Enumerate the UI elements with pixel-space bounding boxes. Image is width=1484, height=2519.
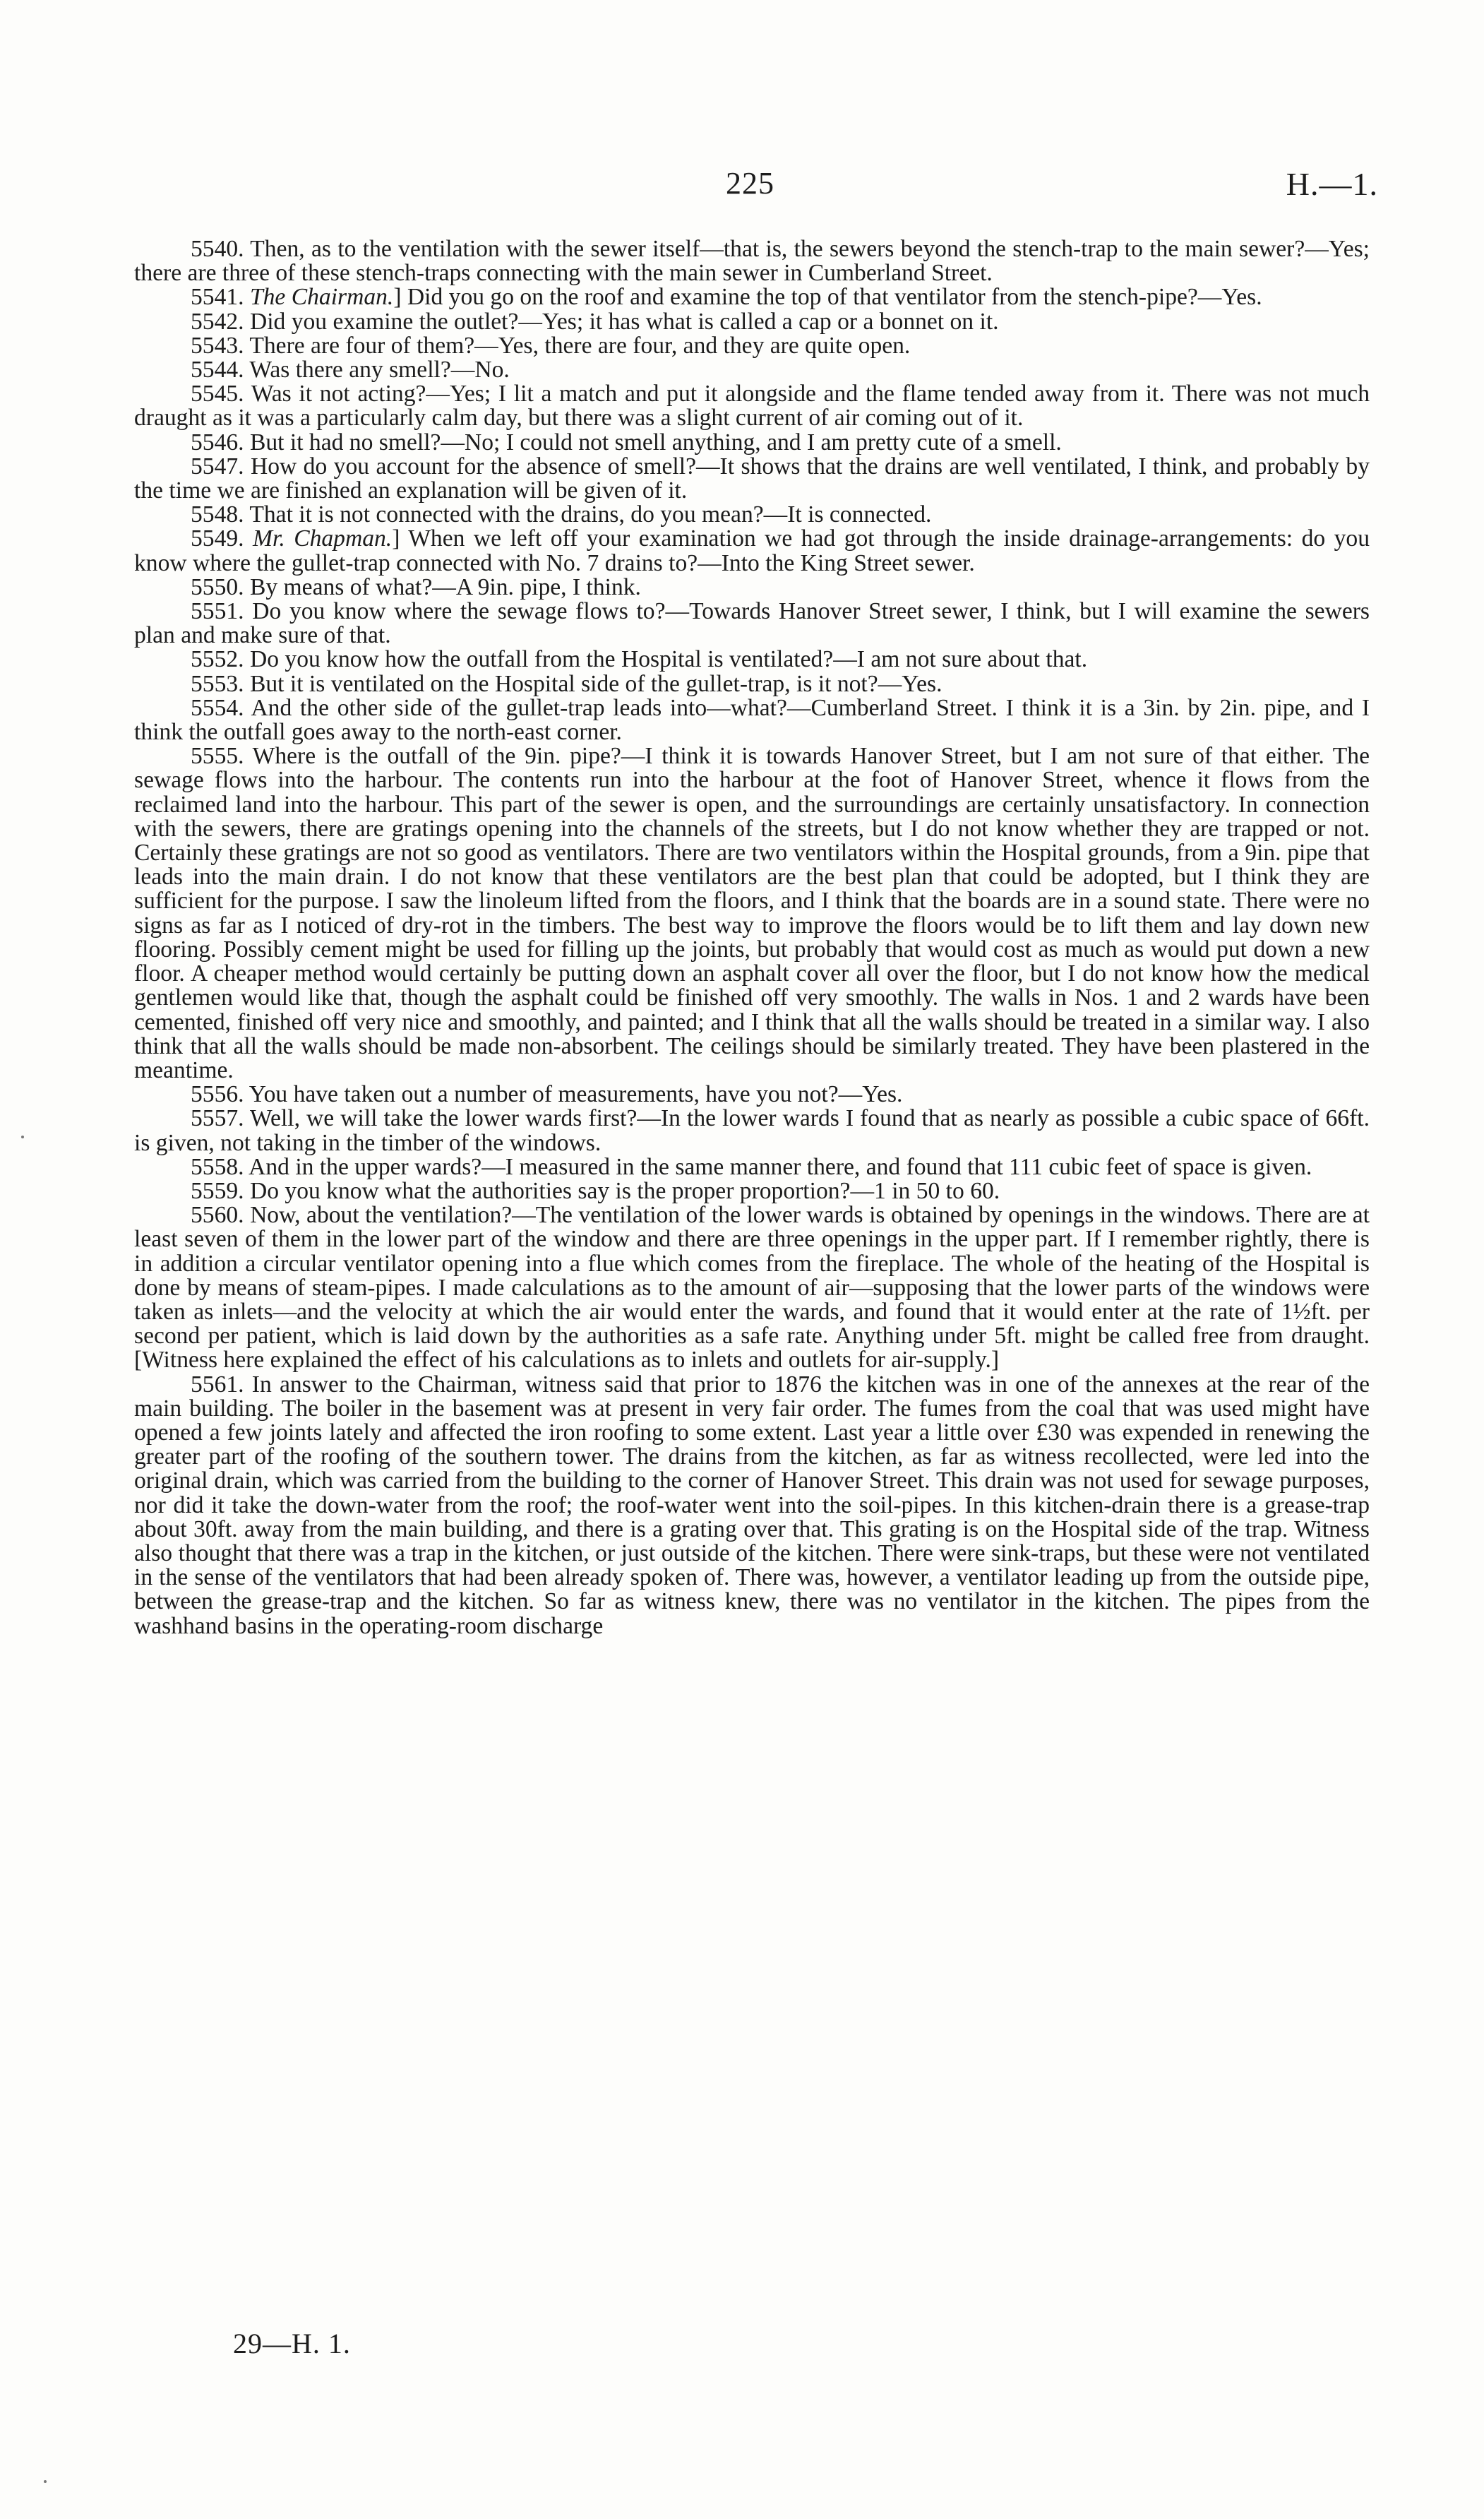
- paragraph: [134, 648, 1370, 672]
- paragraph: [134, 237, 1370, 285]
- question-number: 5545.: [191, 381, 244, 407]
- series-reference: H.—1.: [1286, 166, 1378, 202]
- paragraph: [134, 334, 1370, 358]
- question-number: 5553.: [191, 670, 244, 697]
- paragraph-text: How do you account for the absence of smell?—It shows that the drains are well ventilated, I think, and probably by the time we are finished an explanation will be given of it.: [134, 453, 1370, 504]
- question-number: 5540.: [191, 236, 244, 262]
- question-number: 5554.: [191, 694, 244, 721]
- question-number: 5546.: [191, 429, 244, 455]
- paragraph-text: And the other side of the gullet-trap leads into—what?—Cumberland Street. I think it is a 3in. by 2in. pipe, and I think the outfall goes away to the north-east corner.: [134, 694, 1370, 746]
- question-number: 5551.: [191, 598, 244, 625]
- paragraph: [134, 358, 1370, 382]
- paragraph: [134, 285, 1370, 309]
- paragraph: [134, 1107, 1370, 1155]
- paragraph: [134, 527, 1370, 575]
- question-number: 5560.: [191, 1202, 244, 1229]
- question-number: 5544.: [191, 357, 244, 383]
- paragraph-text: Was there any smell?—No.: [249, 357, 510, 383]
- question-number: 5552.: [191, 646, 244, 673]
- question-number: 5547.: [191, 453, 244, 480]
- page-number: 225: [726, 166, 774, 201]
- paragraph: [134, 310, 1370, 334]
- question-number: 5541.: [191, 284, 244, 311]
- speaker: Mr. Chapman.: [253, 525, 393, 552]
- paragraph: [134, 744, 1370, 1083]
- paragraph-text: And in the upper wards?—I measured in the same manner there, and found that 111 cubic feet of space is given.: [249, 1153, 1312, 1180]
- paragraph-text: In answer to the Chairman, witness said that prior to 1876 the kitchen was in one of the annexes at the rear of the main building. The boiler in the basement was at present in very fair order. The fumes from the coal that was used might have opened a few joints lately and affected the iron roofing to some extent. Last year a little over £30 was expended in renewing the greater part of the roofing of the southern tower. The drains from the kitchen, as far as witness recollected, were led into the original drain, which was carried from the building to the corner of Hanover Street. This drain was not used for sewage purposes, nor did it take the down-water from the roof; the roof-water went into the soil-pipes. In this kitchen-drain there is a grease-trap about 30ft. away from the main building, and there is a grating over that. This grating is on the Hospital side of the trap. Witness also thought that there was a trap in the kitchen, or just outside of the kitchen. There were sink-traps, but these were not ventilated in the sense of the ventilators that had been already spoken of. There was, however, a ventilator leading up from the outside pipe, between the grease-trap and the kitchen. So far as witness knew, there was no ventilator in the kitchen. The pipes from the washhand basins in the operating-room discharge: [134, 1371, 1370, 1639]
- paragraph: [134, 672, 1370, 696]
- question-number: 5561.: [191, 1371, 244, 1398]
- paragraph: [134, 600, 1370, 648]
- paragraph: [134, 696, 1370, 744]
- paragraph: [134, 431, 1370, 455]
- question-number: 5559.: [191, 1177, 244, 1204]
- question-number: 5556.: [191, 1081, 244, 1108]
- question-number: 5542.: [191, 308, 244, 335]
- paragraph-text: Well, we will take the lower wards first?—In the lower wards I found that as nearly as possible a cubic space of 66ft. is given, not taking in the timber of the windows.: [134, 1105, 1370, 1156]
- speaker: The Chairman.: [249, 284, 394, 311]
- paragraph-text: That it is not connected with the drains, do you mean?—It is connected.: [249, 501, 932, 528]
- paragraph-text: ] Did you go on the roof and examine the top of that ventilator from the stench-pipe?—Yes.: [393, 284, 1262, 311]
- paragraph-text: There are four of them?—Yes, there are four, and they are quite open.: [249, 332, 911, 359]
- paragraph: [134, 1203, 1370, 1372]
- paragraph-text: Was it not acting?—Yes; I lit a match and put it alongside and the flame tended away from it. There was not much draught as it was a particularly calm day, but there was a slight current of air coming out of it.: [134, 381, 1370, 431]
- paragraph-text: Do you know how the outfall from the Hospital is ventilated?—I am not sure about that.: [249, 646, 1088, 673]
- paragraph: [134, 573, 1370, 600]
- paragraph: [134, 1155, 1370, 1179]
- paragraph-text: You have taken out a number of measurements, have you not?—Yes.: [249, 1081, 903, 1108]
- question-number: 5558.: [191, 1153, 244, 1180]
- paragraph-text: Then, as to the ventilation with the sewer itself—that is, the sewers beyond the stench-trap to the main sewer?—Yes; there are three of these stench-traps connecting with the main sewer in Cumberland Street.: [134, 236, 1370, 287]
- paragraph-text: Now, about the ventilation?—The ventilation of the lower wards is obtained by openings in the windows. There are at least seven of them in the lower part of the window and there are three openings in the upper part. If I remember rightly, there is in addition a circular ventilator opening into a flue which comes from the fireplace. The whole of the heating of the Hospital is done by means of steam-pipes. I made calculations as to the amount of air—supposing that the lower parts of the windows were taken as inlets—and the velocity at which the air would enter the wards, and found that it would enter at the rate of 1½ft. per second per patient, which is laid down by the authorities as a safe rate. Anything under 5ft. might be called free from draught. [Witness here explained the effect of his calculations as to inlets and outlets for air-supply.]: [134, 1202, 1370, 1374]
- paragraph: [134, 1373, 1370, 1638]
- paragraph: [134, 455, 1370, 503]
- paragraph-text: Did you examine the outlet?—Yes; it has what is called a cap or a bonnet on it.: [249, 308, 999, 335]
- signature-mark: 29—H. 1.: [233, 2328, 351, 2359]
- paragraph-text: Do you know what the authorities say is the proper proportion?—1 in 50 to 60.: [249, 1177, 1000, 1204]
- paragraph: [134, 503, 1370, 527]
- margin-speck: [44, 2480, 47, 2483]
- paragraph-text: But it had no smell?—No; I could not smell anything, and I am pretty cute of a smell.: [249, 429, 1062, 455]
- paragraph-text: Where is the outfall of the 9in. pipe?—I think it is towards Hanover Street, but I am not sure of that either. The sewage flows into the harbour. The contents run into the harbour at the foot of Hanover Street, whence it flows from the reclaimed land into the harbour. This part of the sewer is open, and the surroundings are certainly unsatisfactory. In connection with the sewers, there are gratings opening into the channels of the streets, but I do not know whether they are trapped or not. Certainly these gratings are not so good as ventilators. There are two ventilators within the Hospital grounds, from a 9in. pipe that leads into the main drain. I do not know that these ventilators are the best plan that could be adopted, but I think they are sufficient for the purpose. I saw the linoleum lifted from the floors, and I think that the boards are in a sound state. There were no signs as far as I noticed of dry-rot in the timbers. The best way to improve the floors would be to lift them and lay down new flooring. Possibly cement might be used for filling up the joints, but probably that would cost as much as would put down a new floor. A cheaper method would certainly be putting down an asphalt cover all over the floor, but I do not know how the medical gentlemen would like that, though the asphalt could be finished off very smoothly. The walls in Nos. 1 and 2 wards have been cemented, finished off very nice and smoothly, and painted; and I think that all the walls should be treated in a similar way. I also think that all the walls should be made non-absorbent. The ceilings should be similarly treated. They have been plastered in the meantime.: [134, 743, 1370, 1083]
- question-number: 5543.: [191, 332, 244, 359]
- question-number: 5548.: [191, 501, 244, 528]
- question-number: 5557.: [191, 1105, 244, 1132]
- question-number: 5550.: [191, 573, 244, 600]
- page-header: [0, 165, 1484, 215]
- question-number: 5555.: [191, 743, 244, 770]
- paragraph: [134, 1179, 1370, 1203]
- paragraph-text: But it is ventilated on the Hospital side of the gullet-trap, is it not?—Yes.: [249, 670, 943, 697]
- paragraph-text: ] When we left off your examination we had got through the inside drainage-arrangements: do you know where the gullet-trap connected with No. 7 drains to?—Into the King Street sewer.: [134, 525, 1370, 576]
- margin-speck: [21, 1136, 24, 1138]
- paragraph-text: By means of what?—A 9in. pipe, I think.: [249, 573, 641, 600]
- paragraph: [134, 382, 1370, 430]
- evidence-transcript: [134, 237, 1370, 1638]
- question-number: 5549.: [191, 525, 244, 552]
- paragraph-text: Do you know where the sewage flows to?—Towards Hanover Street sewer, I think, but I will examine the sewers plan and make sure of that.: [134, 598, 1370, 649]
- paragraph: [134, 1083, 1370, 1107]
